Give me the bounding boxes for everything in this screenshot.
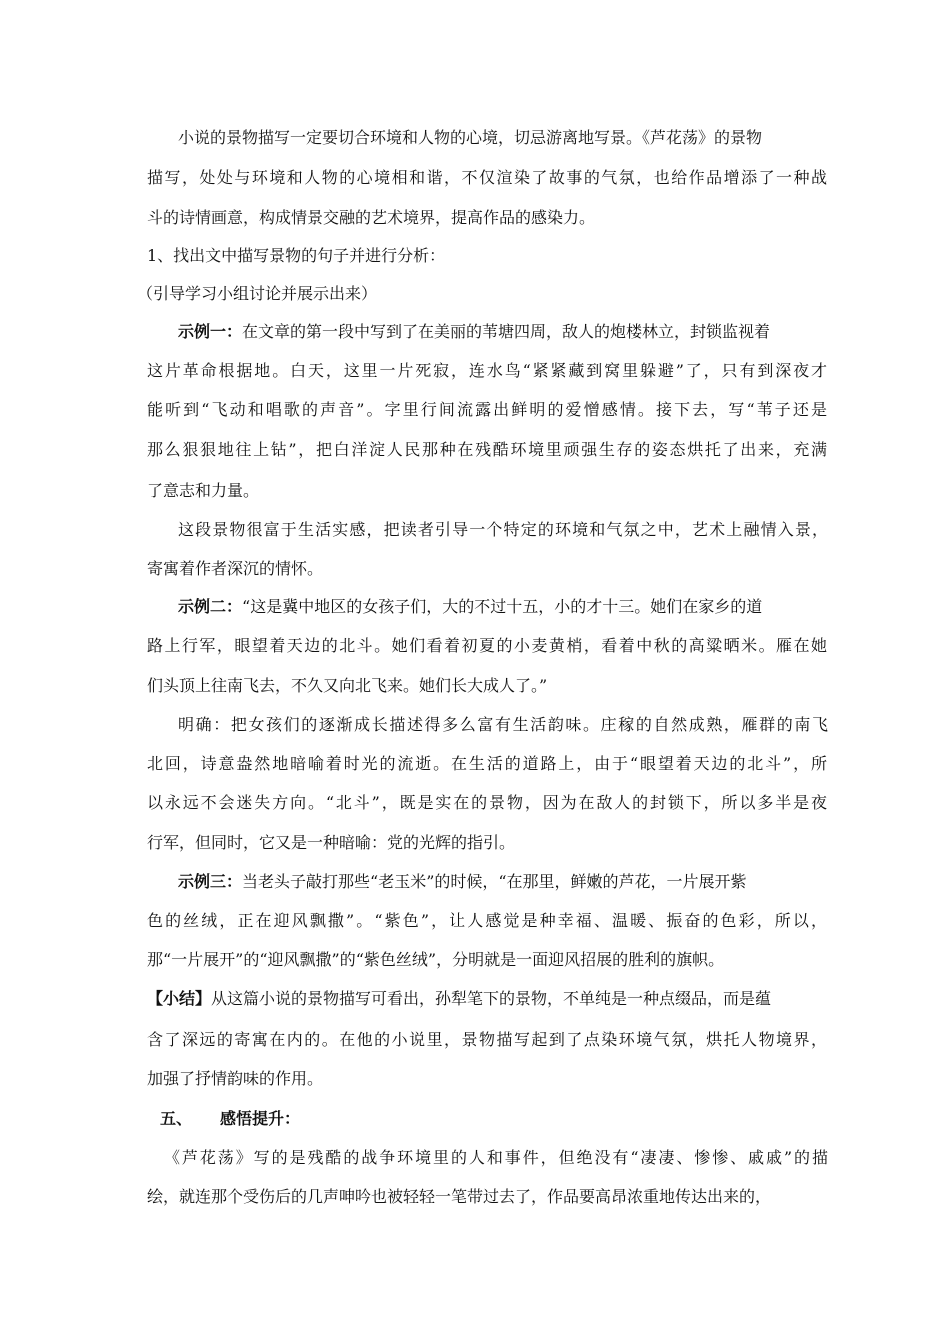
example-1-line-4: 那么狠狠地往上钻”，把白洋淀人民那种在残酷环境里顽强生存的姿态烘托了出来，充满 [147, 440, 827, 459]
intro-line-2: 描写，处处与环境和人物的心境相和谐，不仅渲染了故事的气氛，也给作品增添了一种战 [147, 168, 827, 187]
example-2-comment-line-4: 行军，但同时，它又是一种暗喻：党的光辉的指引。 [147, 833, 516, 852]
summary-line-2: 含了深远的寄寓在内的。在他的小说里，景物描写起到了点染环境气氛，烘托人物境界， [147, 1030, 827, 1049]
section-5-number: 五、 [160, 1109, 193, 1128]
example-2-line-1: 示例二：“这是冀中地区的女孩子们，大的不过十五，小的才十三。她们在家乡的道 [178, 597, 763, 616]
example-2-line-3: 们头顶上往南飞去，不久又向北飞来。她们长大成人了。” [147, 676, 548, 695]
example-3-line-1: 示例三：当老头子敲打那些“老玉米”的时候，“在那里，鲜嫩的芦花，一片展开紫 [178, 872, 747, 891]
intro-line-1: 小说的景物描写一定要切合环境和人物的心境，切忌游离地写景。《芦花荡》的景物 [178, 128, 763, 147]
section-5-title: 感悟提升： [220, 1109, 301, 1128]
example-2-line-2: 路上行军，眼望着天边的北斗。她们看着初夏的小麦黄梢，看着中秋的高粱晒米。雁在她 [147, 636, 827, 655]
example-3-line-3: 那“一片展开”的“迎风飘撒”的“紫色丝绒”，分明就是一面迎风招展的胜利的旗帜。 [147, 950, 725, 969]
example-2-comment-line-1: 明确：把女孩们的逐渐成长描述得多么富有生活韵味。庄稼的自然成熟，雁群的南飞 [178, 715, 828, 734]
intro-line-3: 斗的诗情画意，构成情景交融的艺术境界，提高作品的感染力。 [147, 208, 596, 227]
section-5-heading [160, 1109, 840, 1129]
example-2-comment-line-2: 北回，诗意盎然地暗喻着时光的流逝。在生活的道路上，由于“眼望着天边的北斗”，所 [147, 754, 827, 773]
task-note: （引导学习小组讨论并展示出来） [137, 284, 378, 303]
summary-line-1: 【小结】从这篇小说的景物描写可看出，孙犁笔下的景物，不单纯是一种点缀品，而是蕴 [147, 989, 772, 1008]
summary-line-3: 加强了抒情韵味的作用。 [147, 1069, 324, 1088]
example-1-label: 示例一： [178, 322, 243, 341]
final-line-2: 绘，就连那个受伤后的几声呻吟也被轻轻一笔带过去了，作品要高昂浓重地传达出来的， [147, 1187, 772, 1206]
example-2-label: 示例二： [178, 597, 243, 616]
summary-label: 【小结】 [147, 989, 212, 1008]
example-1-comment-line-2: 寄寓着作者深沉的情怀。 [147, 559, 324, 578]
example-1-line-1: 示例一：在文章的第一段中写到了在美丽的苇塘四周，敌人的炮楼林立，封锁监视着 [178, 322, 771, 341]
example-1-comment-line-1: 这段景物很富于生活实感，把读者引导一个特定的环境和气氛之中，艺术上融情入景， [178, 520, 828, 539]
example-3-label: 示例三： [178, 872, 243, 891]
task-heading: 1、找出文中描写景物的句子并进行分析： [147, 246, 446, 265]
example-1-line-2: 这片革命根据地。白天，这里一片死寂，连水鸟“紧紧藏到窝里躲避”了，只有到深夜才 [147, 361, 827, 380]
example-3-line-2: 色的丝绒，正在迎风飘撒”。“紫色”，让人感觉是种幸福、温暖、振奋的色彩，所以， [147, 911, 827, 930]
final-line-1: 《芦花荡》写的是残酷的战争环境里的人和事件，但绝没有“凄凄、惨惨、戚戚”的描 [164, 1148, 828, 1167]
example-1-line-3: 能听到“飞动和唱歌的声音”。字里行间流露出鲜明的爱憎感情。接下去，写“苇子还是 [147, 400, 827, 419]
example-1-line-5: 了意志和力量。 [147, 481, 260, 500]
example-2-comment-line-3: 以永远不会迷失方向。“北斗”，既是实在的景物，因为在敌人的封锁下，所以多半是夜 [147, 793, 827, 812]
